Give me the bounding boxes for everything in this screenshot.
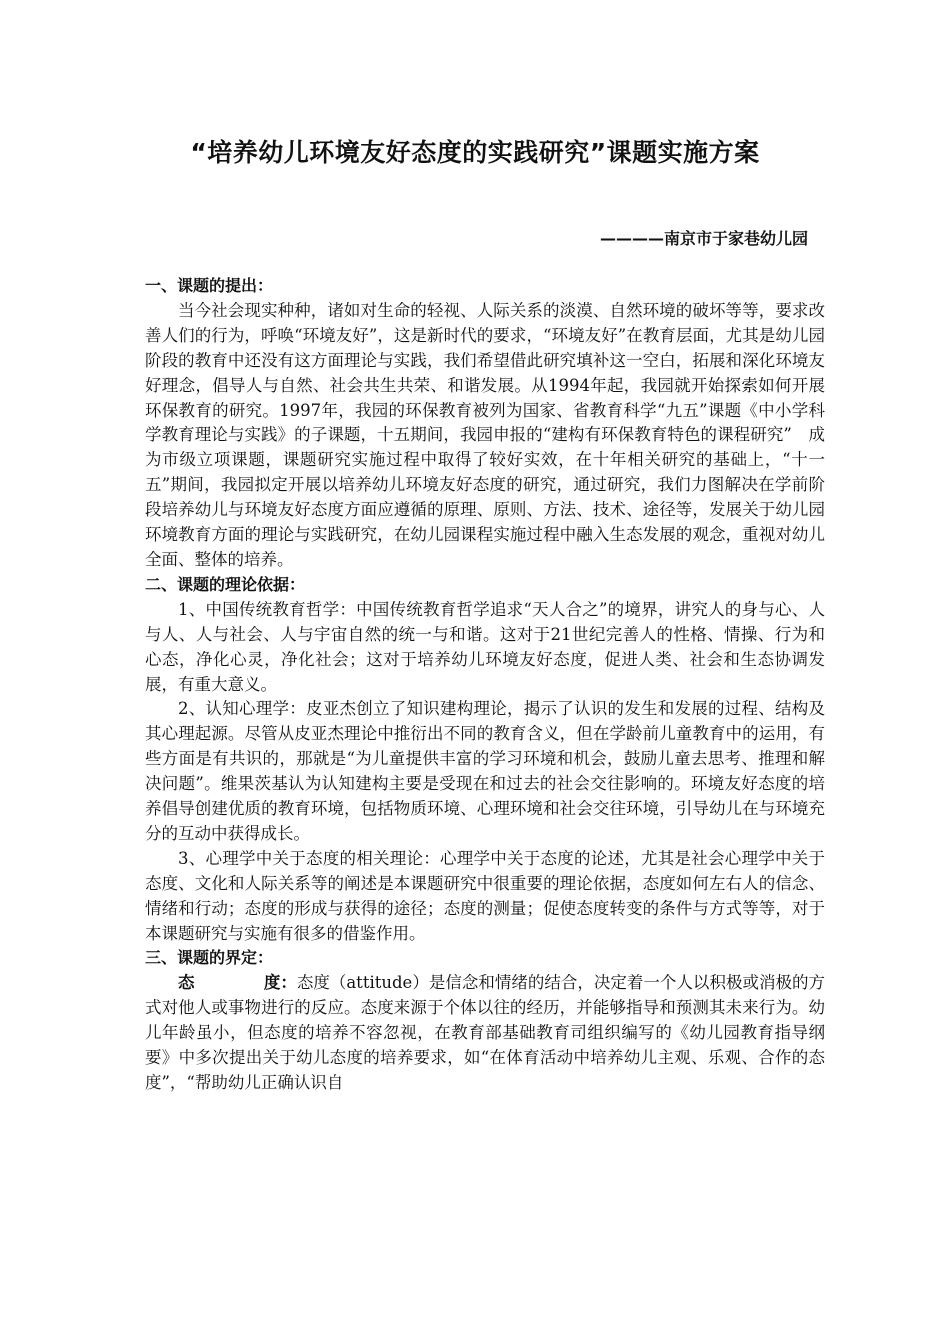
paragraph: 3、心理学中关于态度的相关理论：心理学中关于态度的论述，尤其是社会心理学中关于态度、文化和人际关系等的阐述是本课题研究中很重要的理论依据，态度如何左右人的信念、情绪和行动；态度的形成与获得的途径；态度的测量；促使态度转变的条件与方式等等，对于本课题研究与实施有很多的借鉴作用。 xyxy=(145,848,825,943)
section-definition xyxy=(145,946,825,1095)
document-body xyxy=(145,274,825,1096)
term-label xyxy=(178,973,264,992)
paragraph: 1、中国传统教育哲学：中国传统教育哲学追求“天人合之”的境界，讲究人的身与心、人与人、人与社会、人与宇宙自然的统一与和谐。这对于21世纪完善人的性格、情操、行为和心态，净化心灵，净化社会；这对于培养幼儿环境友好态度，促进人类、社会和生态协调发展，有重大意义。 xyxy=(145,599,825,694)
document-title: “培养幼儿环境友好态度的实践研究”课题实施方案 xyxy=(190,138,760,167)
definition-text: 态度（attitude）是信念和情绪的结合，决定着一个人以积极或消极的方式对他人或事物进行的反应。态度来源于个体以往的经历，并能够指导和预测其未来行为。幼儿年龄虽小，但态度的培养不容忽视，在教育部基础教育司组织编写的《幼儿园教育指导纲要》中多次提出关于幼儿态度的培养要求，如“在体育活动中培养幼儿主观、乐观、合作的态度”，“帮助幼儿正确认识自 xyxy=(145,973,825,1092)
term-first-char: 态 xyxy=(178,973,264,993)
section-heading: 二、课题的理论依据： xyxy=(145,574,306,594)
term-rest: 度： xyxy=(263,973,297,993)
paragraph: 当今社会现实种种，诸如对生命的轻视、人际关系的淡漠、自然环境的破坏等等，要求改善人们的行为，呼唤“环境友好”，这是新时代的要求，“环境友好”在教育层面，尤其是幼儿园阶段的教育中还没有这方面理论与实践，我们希望借此研究填补这一空白，拓展和深化环境友好理念，倡导人与自然、社会共生共荣、和谐发展。从1994年起，我园就开始探索如何开展环保教育的研究。1997年，我园的环保教育被列为国家、省教育科学“九五”课题《中小学科学教育理论与实践》的子课题，十五期间，我园申报的“建构有环保教育特色的课程研究” 成为市级立项课题，课题研究实施过程中取得了较好实效，在十年相关研究的基础上，“十一五”期间，我园拟定开展以培养幼儿环境友好态度的研究，通过研究，我们力图解决在学前阶段培养幼儿与环境友好态度方面应遵循的原理、原则、方法、技术、途径等，发展关于幼儿园环境教育方面的理论与实践研究，在幼儿园课程实施过程中融入生态发展的观念，重视对幼儿全面、整体的培养。 xyxy=(145,300,825,569)
section-heading: 一、课题的提出： xyxy=(145,276,274,295)
paragraph xyxy=(145,971,825,1096)
section-theory xyxy=(145,573,825,947)
paragraph: 2、认知心理学：皮亚杰创立了知识建构理论，揭示了认识的发生和发展的过程、结构及其心理起源。尽管从皮亚杰理论中推衍出不同的教育含义，但在学龄前儿童教育中的运用，有些方面是有共识的，那就是“为儿童提供丰富的学习环境和机会，鼓励儿童去思考、推理和解决问题”。维果茨基认为认知建构主要是受现在和过去的社会交往影响的。环境友好态度的培养倡导创建优质的教育环境，包括物质环境、心理环境和社会交往环境，引导幼儿在与环境充分的互动中获得成长。 xyxy=(145,699,825,843)
section-proposal xyxy=(145,274,825,573)
section-heading: 三、课题的界定： xyxy=(145,948,274,968)
document-author: ————南京市于家巷幼儿园 xyxy=(599,229,808,248)
